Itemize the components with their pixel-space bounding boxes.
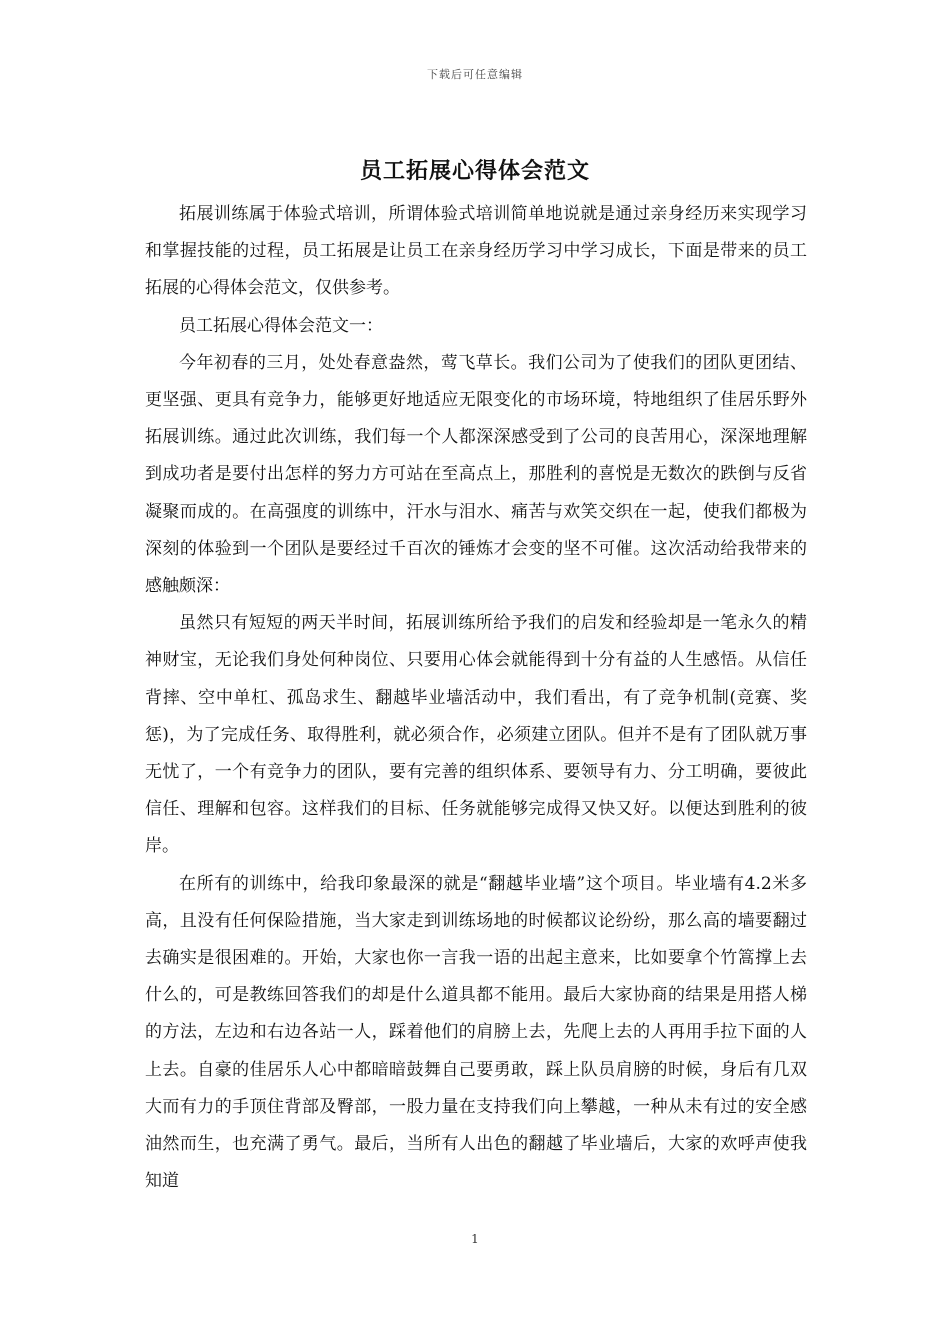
document-body xyxy=(145,196,807,1200)
document-title: 员工拓展心得体会范文 xyxy=(359,158,590,184)
paragraph-intro: 拓展训练属于体验式培训，所谓体验式培训简单地说就是通过亲身经历来实现学习和掌握技能的过程，员工拓展是让员工在亲身经历学习中学习成长，下面是带来的员工拓展的心得体会范文，仅供参考。 xyxy=(145,204,807,299)
header-note: 下载后可任意编辑 xyxy=(427,68,523,81)
paragraph-graduation-wall: 在所有的训练中，给我印象最深的就是“翻越毕业墙”这个项目。毕业墙有4.2米多高，且没有任何保险措施，当大家走到训练场地的时候都议论纷纷，那么高的墙要翻过去确实是很困难的。开始，大家也你一言我一语的出起主意来，比如要拿个竹篙撑上去什么的，可是教练回答我们的却是什么道具都不能用。最后大家协商的结果是用搭人梯的方法，左边和右边各站一人，踩着他们的肩膀上去，先爬上去的人再用手拉下面的人上去。自豪的佳居乐人心中都暗暗鼓舞自己要勇敢，踩上队员肩膀的时候，身后有几双大而有力的手顶住背部及臀部，一股力量在支持我们向上攀越，一种从未有过的安全感油然而生，也充满了勇气。最后，当所有人出色的翻越了毕业墙后，大家的欢呼声使我知道 xyxy=(145,873,807,1192)
paragraph-team-lessons: 虽然只有短短的两天半时间，拓展训练所给予我们的启发和经验却是一笔永久的精神财宝，无论我们身处何种岗位、只要用心体会就能得到十分有益的人生感悟。从信任背摔、空中单杠、孤岛求生、翻越毕业墙活动中，我们看出，有了竞争机制(竞赛、奖惩)，为了完成任务、取得胜利，就必须合作，必须建立团队。但并不是有了团队就万事无忧了，一个有竞争力的团队，要有完善的组织体系、要领导有力、分工明确，要彼此信任、理解和包容。这样我们的目标、任务就能够完成得又快又好。以便达到胜利的彼岸。 xyxy=(145,613,807,857)
paragraph-section-heading: 员工拓展心得体会范文一： xyxy=(179,315,383,336)
page-number: 1 xyxy=(471,1232,479,1246)
paragraph-spring-training: 今年初春的三月，处处春意盎然，莺飞草长。我们公司为了使我们的团队更团结、更坚强、更具有竞争力，能够更好地适应无限变化的市场环境，特地组织了佳居乐野外拓展训练。通过此次训练，我们每一个人都深深感受到了公司的良苦用心，深深地理解到成功者是要付出怎样的努力方可站在至高点上，那胜利的喜悦是无数次的跌倒与反省凝聚而成的。在高强度的训练中，汗水与泪水、痛苦与欢笑交织在一起，使我们都极为深刻的体验到一个团队是要经过千百次的锤炼才会变的坚不可催。这次活动给我带来的感触颇深： xyxy=(145,352,807,597)
